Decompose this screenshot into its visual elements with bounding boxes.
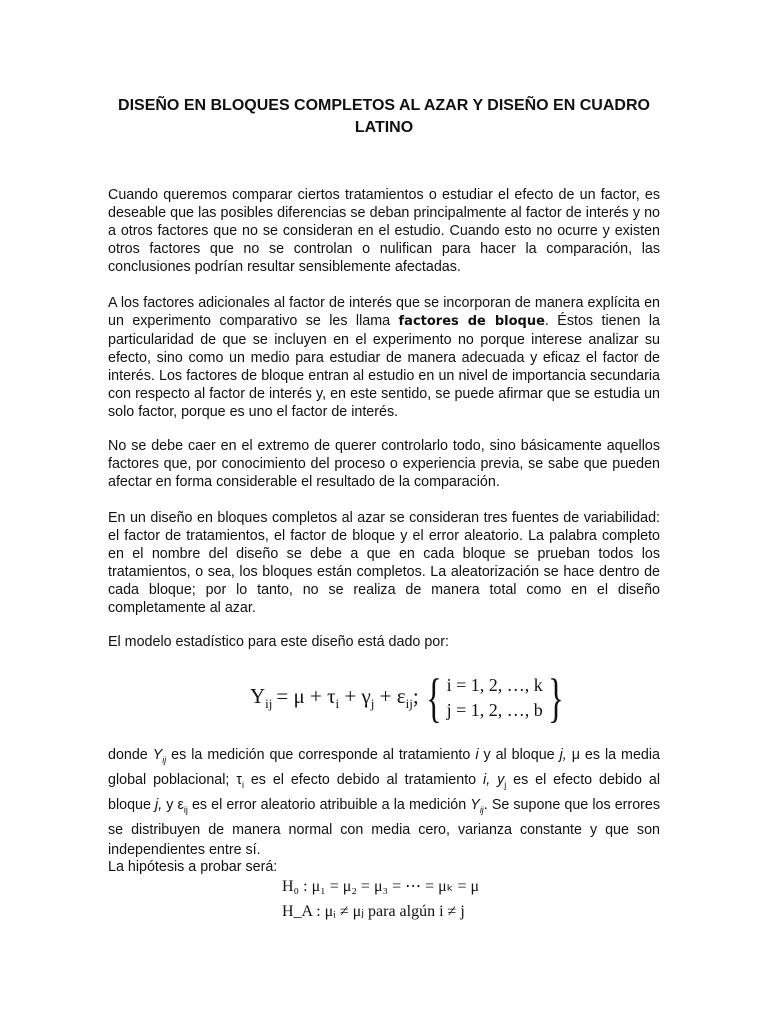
eq-lhs: $Y_{ij}$ [250, 683, 273, 712]
term-factores-de-bloque: factores de bloque [398, 314, 545, 329]
condition-j: j = 1, 2, …, b [446, 700, 543, 720]
eq-rhs: = $\mu + \tau_i + \gamma_j + \varepsilon_{ij}$; [276, 683, 419, 712]
paragraph-hypothesis-intro: La hipótesis a probar será: [108, 859, 278, 875]
paragraph-model-intro: El modelo estadístico para este diseño está dado por: [108, 634, 449, 650]
paragraph-block-factors-text-b: . Éstos tienen la particularidad de que se incluyen en el experimento no porque interese analizar su efecto, sino como un medio para estudiar de manera adecuada y eficaz el factor de interés. Los factores de bloque entran al estudio en un nivel de importancia secundaria con respecto al factor de interés y, en este sentido, se puede afirmar que se estudia un solo factor, porque es uno el factor de interés. [108, 313, 660, 420]
model-equation [250, 668, 569, 728]
hypothesis-null: H₀ : μ₁ = μ₂ = μ₃ = ⋯ = μₖ = μ [282, 878, 480, 895]
left-brace: { [425, 668, 442, 728]
condition-i: i = 1, 2, …, k [446, 675, 543, 695]
paragraph-block-factors-text-a: A los factores adicionales al factor de interés que se incorporan de manera explícita en un experimento comparativo se les llama [108, 295, 660, 329]
paragraph-block-factors [108, 294, 660, 421]
paragraph-design: En un diseño en bloques completos al azar se consideran tres fuentes de variabilidad: el factor de tratamientos, el factor de bloque y el error aleatorio. La palabra completo en el nombre del diseño se debe a que en cada bloque se prueban todos los tratamientos, o sea, los bloques están completos. La aleatorización se hace dentro de cada bloque; por lo tanto, no se realiza de manera total como en el diseño completamente al azar. [108, 510, 660, 616]
document-title: DISEÑO EN BLOQUES COMPLETOS AL AZAR Y DISEÑO EN CUADRO LATINO [118, 97, 650, 136]
eq-conditions [421, 668, 569, 728]
paragraph-definitions: donde $Y_{ij}$ es la medición que corresponde al tratamiento i y al bloque j, μ es la media global poblacional; $\tau_i$ es el efecto debido al tratamiento i, $y_j$ es el efecto debido al bloque j, y $\varepsilon_{ij}$ es el error aleatorio atribuible a la medición $Y_{ij}$. Se supone que los errores se distribuyen de manera normal con media cero, varianza constante y que son independientes entre sí. [108, 747, 661, 858]
paragraph-control: No se debe caer en el extremo de querer controlarlo todo, sino básicamente aquellos factores que, por conocimiento del proceso o experiencia previa, se sabe que pueden afectar en forma considerable el resultado de la comparación. [108, 438, 660, 490]
hypothesis-alternative: H_A : μᵢ ≠ μⱼ para algún i ≠ j [282, 903, 465, 920]
paragraph-intro: Cuando queremos comparar ciertos tratamientos o estudiar el efecto de un factor, es deseable que las posibles diferencias se deban principalmente al factor de interés y no a otros factores que no se consideran en el estudio. Cuando esto no ocurre y existen otros factores que no se controlan o nulifican para hacer la comparación, las conclusiones podrían resultar sensiblemente afectadas. [108, 187, 660, 275]
right-brace: } [547, 668, 564, 728]
